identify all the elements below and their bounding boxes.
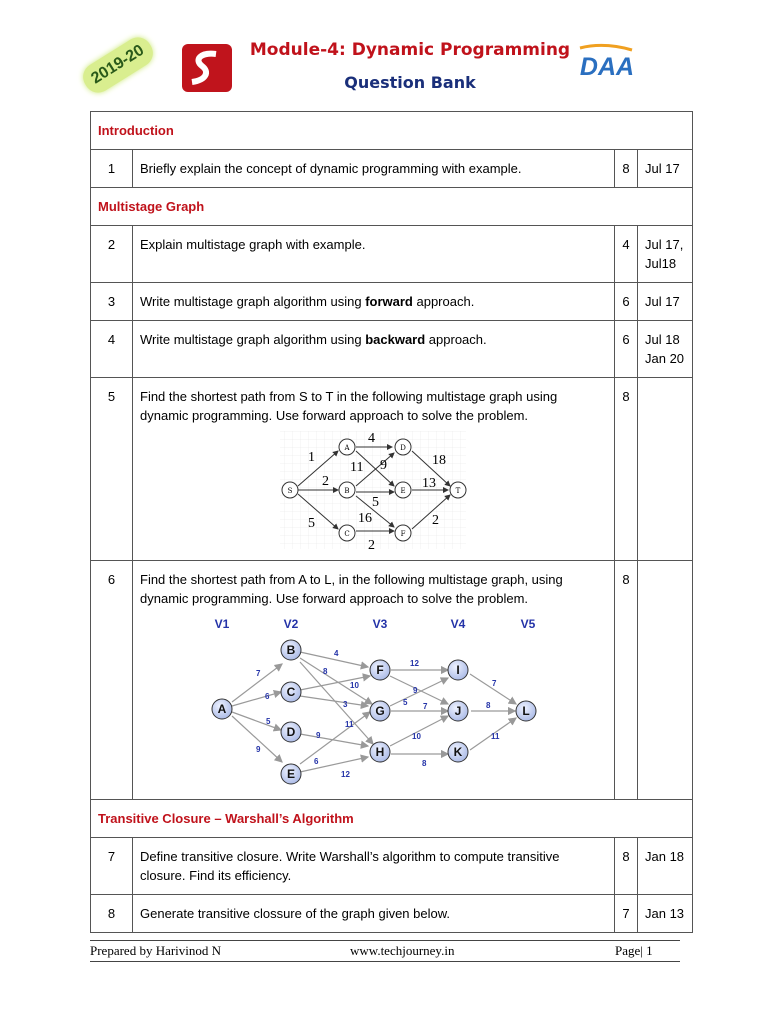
svg-text:S: S <box>287 487 293 495</box>
table-row <box>91 150 693 188</box>
svg-text:V4: V4 <box>450 617 466 631</box>
multistage-graph-al <box>140 614 605 790</box>
table-row <box>91 561 693 800</box>
svg-text:I: I <box>456 663 460 677</box>
question-number: 3 <box>91 283 133 321</box>
svg-text:4: 4 <box>334 649 339 658</box>
section-transitive-closure <box>91 800 693 838</box>
svg-text:F: F <box>400 530 406 538</box>
svg-text:7: 7 <box>256 669 261 678</box>
footer-divider-top <box>90 940 680 941</box>
svg-text:11: 11 <box>350 460 364 475</box>
year-badge: 2019-20 <box>78 32 158 98</box>
question-marks: 8 <box>615 378 638 561</box>
question-number: 5 <box>91 378 133 561</box>
question-text: Find the shortest path from S to T in the following multistage graph using dynamic programming. Use forward approach to solve the problem. S A B C D E F T 1 2 5 4 11 9 5 16 2 18 13 2 <box>133 378 615 561</box>
svg-text:5: 5 <box>266 717 271 726</box>
svg-text:16: 16 <box>358 511 372 526</box>
svg-text:5: 5 <box>308 516 315 531</box>
question-date: Jul 17 <box>638 283 693 321</box>
question-number: 1 <box>91 150 133 188</box>
svg-text:13: 13 <box>422 476 436 491</box>
daa-logo-text: DAA <box>579 53 635 81</box>
svg-text:2: 2 <box>368 538 375 551</box>
svg-text:G: G <box>375 704 385 718</box>
table-row <box>91 838 693 895</box>
svg-text:7: 7 <box>492 679 497 688</box>
section-introduction <box>91 112 693 150</box>
question-text: Define transitive closure. Write Warshall’s algorithm to compute transitive closure. Find its efficiency. <box>133 838 615 895</box>
svg-text:J: J <box>454 704 462 718</box>
table-row <box>91 226 693 283</box>
footer-site[interactable]: www.techjourney.in <box>350 943 455 958</box>
footer-page-number: Page| 1 <box>615 943 653 958</box>
question-text: Write multistage graph algorithm using forward approach. <box>133 283 615 321</box>
page-title: Module-4: Dynamic Programming <box>249 40 571 60</box>
question-text: Write multistage graph algorithm using backward approach. <box>133 321 615 378</box>
svg-text:9: 9 <box>256 745 261 754</box>
svg-text:V2: V2 <box>283 617 299 631</box>
question-marks: 6 <box>615 283 638 321</box>
svg-text:5: 5 <box>372 495 379 510</box>
svg-text:A: A <box>217 702 227 716</box>
svg-text:C: C <box>344 530 350 538</box>
svg-text:9: 9 <box>316 731 321 740</box>
svg-text:4: 4 <box>368 431 375 446</box>
section-title: Introduction <box>91 112 693 150</box>
svg-text:F: F <box>376 663 384 677</box>
svg-text:8: 8 <box>486 701 491 710</box>
svg-text:10: 10 <box>412 732 421 741</box>
question-date: Jul 17, Jul18 <box>638 226 693 283</box>
question-marks: 8 <box>615 838 638 895</box>
question-date: Jul 18 Jan 20 <box>638 321 693 378</box>
svg-text:B: B <box>344 487 350 495</box>
section-title: Transitive Closure – Warshall’s Algorithm <box>91 800 693 838</box>
question-text: Explain multistage graph with example. <box>133 226 615 283</box>
svg-text:6: 6 <box>265 692 270 701</box>
question-number: 6 <box>91 561 133 800</box>
svg-text:11: 11 <box>491 732 500 741</box>
svg-text:A: A <box>344 444 350 452</box>
question-date: Jan 13 <box>638 895 693 933</box>
svg-text:V5: V5 <box>520 617 536 631</box>
svg-text:11: 11 <box>345 720 354 729</box>
svg-text:2: 2 <box>432 513 439 528</box>
svg-text:5: 5 <box>403 698 408 707</box>
svg-text:V3: V3 <box>372 617 388 631</box>
svg-text:L: L <box>522 704 530 718</box>
svg-text:12: 12 <box>341 770 350 779</box>
question-marks: 8 <box>615 561 638 800</box>
svg-text:T: T <box>455 487 461 495</box>
svg-text:V1: V1 <box>214 617 230 631</box>
table-row <box>91 321 693 378</box>
svg-text:K: K <box>453 745 463 759</box>
question-table <box>90 111 693 933</box>
question-number: 7 <box>91 838 133 895</box>
daa-logo <box>574 42 640 82</box>
question-number: 8 <box>91 895 133 933</box>
question-date <box>638 561 693 800</box>
multistage-graph-st <box>140 431 600 551</box>
question-text: Find the shortest path from A to L, in the following multistage graph, using dynamic programming. Use forward approach to solve the problem. V1 V2 V3 V4 V5 A B C D E F G H I J K L 7 6 5 9 4 8 3 11 9 6 12 10 12 9 5 7 10 8 7 8 11 <box>133 561 615 800</box>
question-marks: 8 <box>615 150 638 188</box>
question-marks: 6 <box>615 321 638 378</box>
section-title: Multistage Graph <box>91 188 693 226</box>
question-number: 4 <box>91 321 133 378</box>
svg-text:D: D <box>286 725 296 739</box>
svg-text:7: 7 <box>423 702 428 711</box>
svg-text:2: 2 <box>322 474 329 489</box>
svg-text:9: 9 <box>380 458 387 473</box>
svg-text:8: 8 <box>323 667 328 676</box>
svg-text:E: E <box>286 767 296 781</box>
svg-text:10: 10 <box>350 681 359 690</box>
svg-text:1: 1 <box>308 450 315 465</box>
svg-text:H: H <box>375 745 385 759</box>
table-row <box>91 283 693 321</box>
table-row <box>91 895 693 933</box>
footer-author: Prepared by Harivinod N <box>90 943 222 958</box>
question-date: Jan 18 <box>638 838 693 895</box>
svg-text:8: 8 <box>422 759 427 768</box>
question-date <box>638 378 693 561</box>
svg-text:9: 9 <box>413 686 418 695</box>
question-text: Generate transitive clossure of the graph given below. <box>133 895 615 933</box>
svg-text:6: 6 <box>314 757 319 766</box>
question-marks: 7 <box>615 895 638 933</box>
brand-logo <box>182 44 232 92</box>
svg-text:B: B <box>286 643 296 657</box>
question-number: 2 <box>91 226 133 283</box>
svg-text:18: 18 <box>432 453 446 468</box>
svg-text:E: E <box>400 487 406 495</box>
question-text: Briefly explain the concept of dynamic programming with example. <box>133 150 615 188</box>
page-subtitle: Question Bank <box>344 73 476 92</box>
section-multistage <box>91 188 693 226</box>
question-marks: 4 <box>615 226 638 283</box>
svg-text:3: 3 <box>343 700 348 709</box>
svg-text:C: C <box>286 685 296 699</box>
footer-divider-bottom <box>90 961 680 962</box>
svg-text:12: 12 <box>410 659 419 668</box>
question-date: Jul 17 <box>638 150 693 188</box>
table-row <box>91 378 693 561</box>
svg-text:D: D <box>400 444 406 452</box>
